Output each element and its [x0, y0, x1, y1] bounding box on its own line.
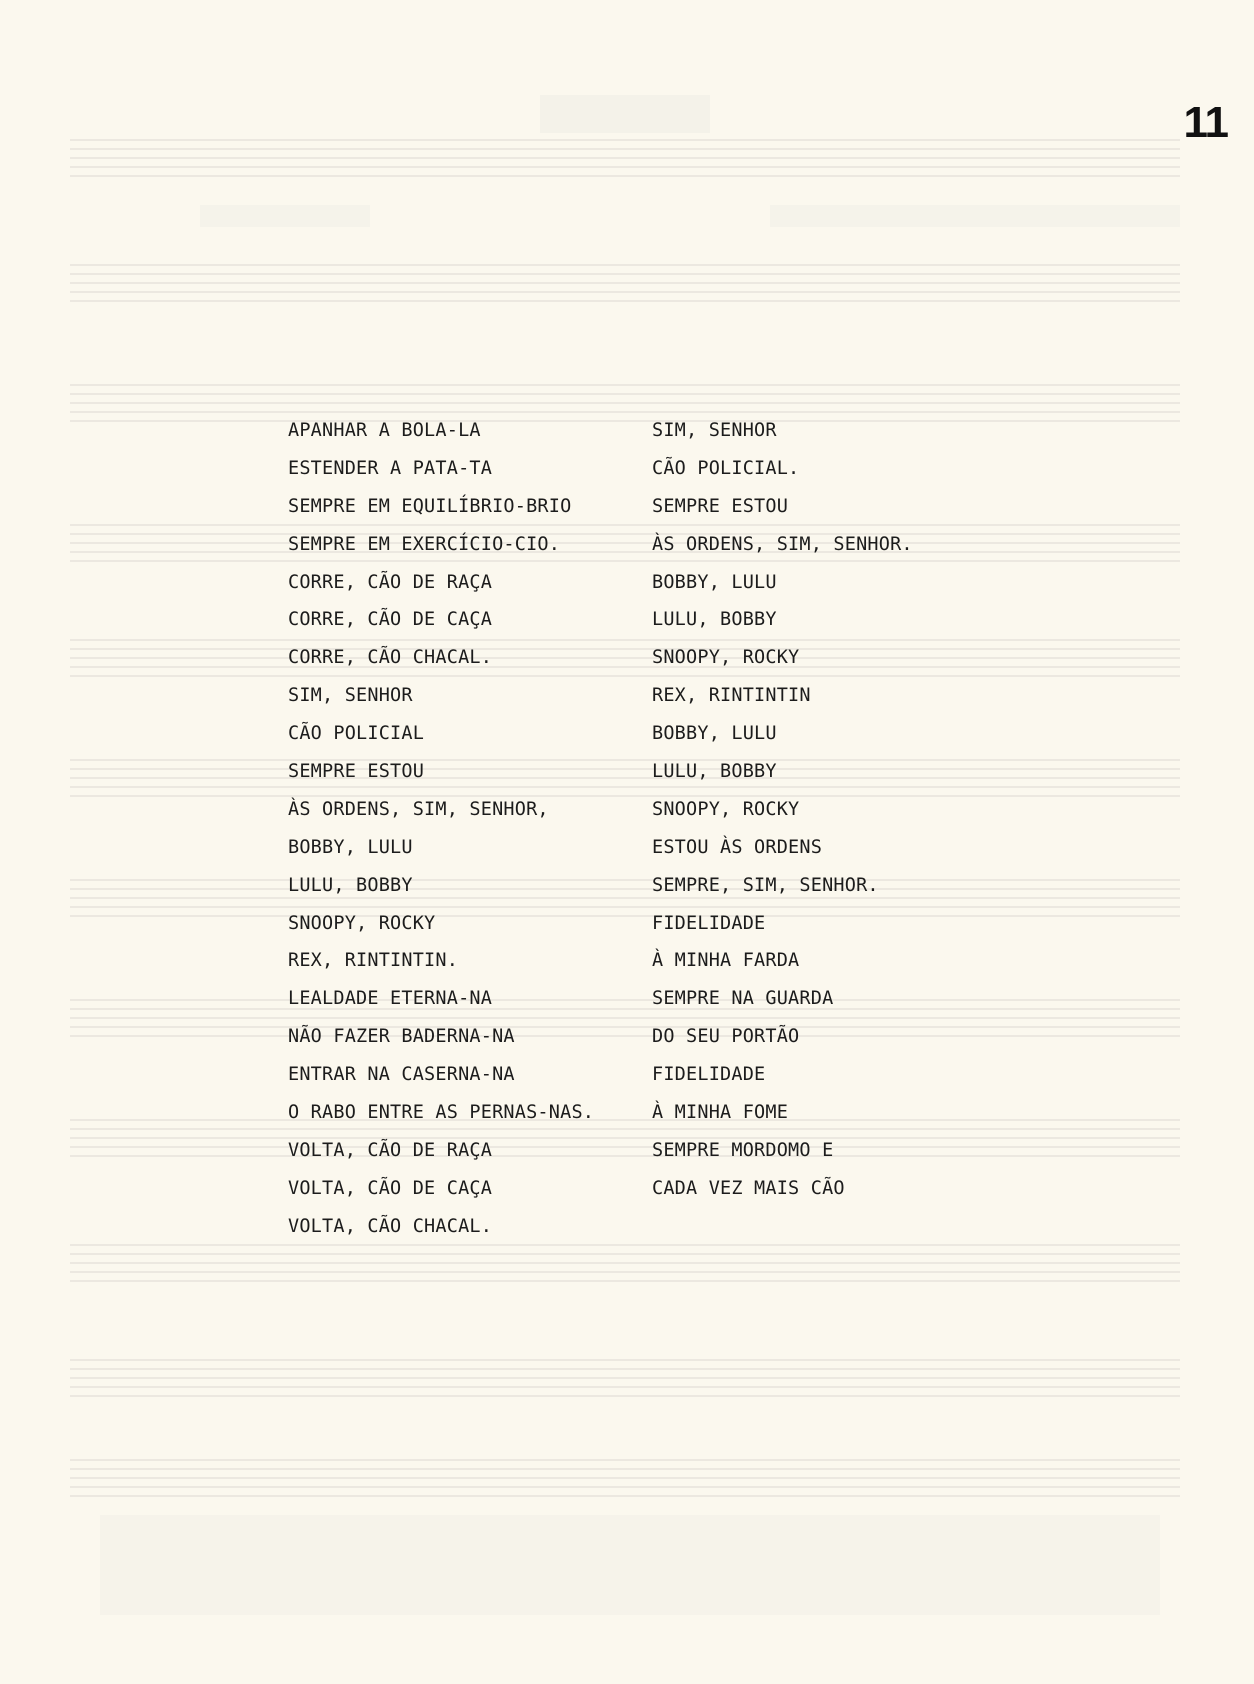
lyric-line: SEMPRE ESTOU	[652, 495, 789, 517]
lyric-line: LULU, BOBBY	[652, 609, 777, 631]
lyric-line: SIM, SENHOR	[288, 685, 413, 707]
lyric-line: SEMPRE EM EXERCÍCIO-CIO.	[288, 533, 561, 555]
lyric-line: ÀS ORDENS, SIM, SENHOR.	[652, 533, 913, 555]
lyric-line: BOBBY, LULU	[288, 836, 413, 858]
lyric-line: À MINHA FARDA	[652, 950, 800, 972]
lyrics-right-column	[652, 412, 913, 1208]
lyric-line: ESTENDER A PATA-TA	[288, 457, 493, 479]
lyric-line: O RABO ENTRE AS PERNAS-NAS.	[288, 1102, 595, 1124]
lyric-line: VOLTA, CÃO DE CAÇA	[288, 1177, 493, 1199]
lyric-line: ÀS ORDENS, SIM, SENHOR,	[288, 798, 549, 820]
lyric-line: FIDELIDADE	[652, 1064, 766, 1086]
lyric-line: LULU, BOBBY	[288, 874, 413, 896]
lyric-line: DO SEU PORTÃO	[652, 1026, 800, 1048]
lyric-line: CÃO POLICIAL.	[652, 457, 800, 479]
lyric-line: SEMPRE ESTOU	[288, 761, 425, 783]
lyric-line: LULU, BOBBY	[652, 761, 777, 783]
lyric-line: SEMPRE MORDOMO E	[652, 1139, 834, 1161]
lyric-line: CORRE, CÃO DE RAÇA	[288, 571, 493, 593]
lyric-line: SIM, SENHOR	[652, 420, 777, 441]
lyric-line: REX, RINTINTIN.	[288, 950, 459, 972]
lyric-line: SNOOPY, ROCKY	[652, 798, 800, 820]
lyric-line: NÃO FAZER BADERNA-NA	[288, 1026, 515, 1048]
lyric-line: APANHAR A BOLA-LA	[288, 420, 481, 441]
lyric-line: CÃO POLICIAL	[288, 723, 425, 745]
page-number: 11	[1183, 98, 1228, 147]
lyric-line: ENTRAR NA CASERNA-NA	[288, 1064, 515, 1086]
lyric-line: BOBBY, LULU	[652, 571, 777, 593]
lyric-line: CADA VEZ MAIS CÃO	[652, 1177, 845, 1199]
lyric-line: CORRE, CÃO CHACAL.	[288, 647, 493, 669]
lyric-line: VOLTA, CÃO DE RAÇA	[288, 1139, 493, 1161]
lyric-line: BOBBY, LULU	[652, 723, 777, 745]
lyric-line: CORRE, CÃO DE CAÇA	[288, 609, 493, 631]
lyric-line: REX, RINTINTIN	[652, 685, 811, 707]
lyric-line: À MINHA FOME	[652, 1102, 789, 1124]
lyric-line: LEALDADE ETERNA-NA	[288, 988, 493, 1010]
lyric-line: SEMPRE, SIM, SENHOR.	[652, 874, 879, 896]
lyric-line: SEMPRE NA GUARDA	[652, 988, 834, 1010]
lyric-line: SNOOPY, ROCKY	[288, 912, 436, 934]
lyrics-left-column	[288, 412, 594, 1246]
lyric-line: SEMPRE EM EQUILÍBRIO-BRIO	[288, 495, 572, 517]
lyric-line: ESTOU ÀS ORDENS	[652, 836, 823, 858]
lyric-line: FIDELIDADE	[652, 912, 766, 934]
lyric-line: VOLTA, CÃO CHACAL.	[288, 1215, 493, 1237]
lyric-line: SNOOPY, ROCKY	[652, 647, 800, 669]
